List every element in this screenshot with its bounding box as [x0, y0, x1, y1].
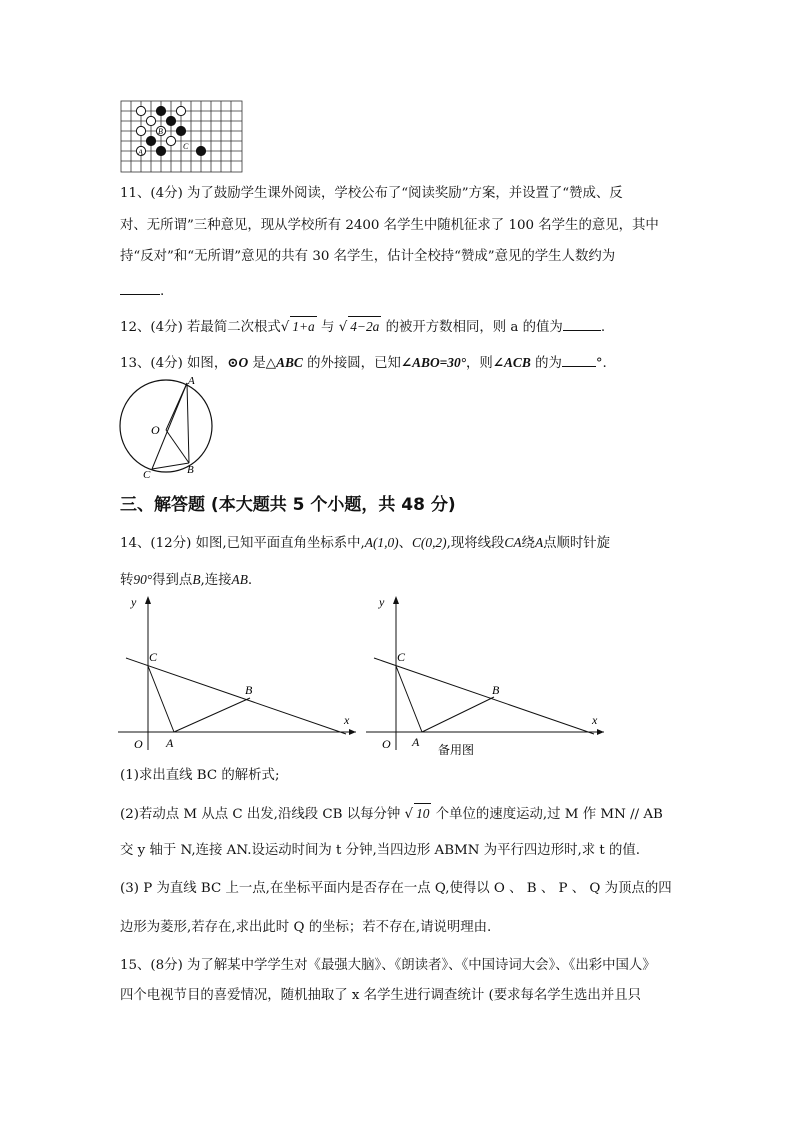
answer-blank	[562, 352, 596, 367]
svg-text:x: x	[592, 713, 598, 727]
svg-text:A: A	[188, 375, 195, 387]
svg-text:y: y	[379, 595, 385, 609]
svg-text:C: C	[143, 469, 151, 480]
q14-part2-line1: (2)若动点 M 从点 C 出发,沿线段 CB 以每分钟 √ 10 个单位的速度运动,过 M 作 MN // AB	[120, 803, 663, 825]
q12-radicand-1: 1+a	[290, 316, 316, 337]
answer-blank	[563, 316, 601, 331]
svg-text:O: O	[382, 737, 391, 751]
svg-text:B: B	[492, 683, 500, 697]
svg-text:C: C	[397, 650, 406, 664]
q14-line1: 14、(12分) 如图,已知平面直角坐标系中,A(1,0)、C(0,2),现将线段CA绕A点顺时针旋	[120, 535, 611, 551]
svg-text:A: A	[166, 736, 174, 750]
svg-text:B: B	[245, 683, 253, 697]
svg-text:O: O	[151, 423, 160, 437]
q14-part3-line2: 边形为菱形,若存在,求出此时 Q 的坐标；若不存在,请说明理由.	[120, 920, 492, 935]
svg-text:C: C	[149, 650, 158, 664]
q14-part3-line1: (3) P 为直线 BC 上一点,在坐标平面内是否存在一点 Q,使得以 O 、 B 、 P 、 Q 为顶点的四	[120, 881, 672, 896]
answer-blank	[120, 280, 160, 295]
q14-part1: (1)求出直线 BC 的解析式;	[120, 768, 280, 783]
go-label-b: B	[158, 127, 163, 136]
q11-line4: .	[120, 280, 164, 302]
go-board-figure	[120, 100, 244, 174]
spare-figure-caption: 备用图	[438, 743, 475, 755]
section-3-title: 三、解答题 (本大题共 5 个小题，共 48 分)	[120, 495, 456, 515]
svg-text:B: B	[187, 464, 194, 476]
q12-radicand-2: 4−2a	[348, 316, 381, 337]
q11-line2: 对、无所谓”三种意见，现从学校所有 2400 名学生中随机征求了 100 名学生的意见，其中	[120, 218, 659, 233]
svg-text:O: O	[134, 737, 143, 751]
q14-part2-line2: 交 y 轴于 N,连接 AN.设运动时间为 t 分钟,当四边形 ABMN 为平行四边形时,求 t 的值.	[120, 843, 641, 858]
q14-spare-figure	[366, 590, 611, 755]
q11-line3: 持“反对”和“无所谓”意见的共有 30 名学生，估计全校持“赞成”意见的学生人数约为	[120, 249, 616, 264]
q15-line2: 四个电视节目的喜爱情况，随机抽取了 x 名学生进行调查统计 (要求每名学生选出并且只	[120, 988, 641, 1003]
go-label-a: A	[138, 148, 143, 157]
svg-text:y: y	[131, 595, 137, 609]
q11-line1: 11、(4分) 为了鼓励学生课外阅读，学校公布了“阅读奖励”方案，并设置了“赞成、反	[120, 186, 623, 201]
go-label-c: C	[183, 142, 189, 151]
q15-line1: 15、(8分) 为了解某中学学生对《最强大脑》、《朗读者》、《中国诗词大会》、《出彩中国人》	[120, 958, 656, 973]
svg-text:A: A	[412, 735, 420, 749]
q12-line: 12、(4分) 若最简二次根式√ 1+a 与 √ 4−2a 的被开方数相同，则 a 的值为 .	[120, 316, 605, 338]
q13-circle-figure	[118, 374, 218, 480]
svg-text:x: x	[344, 713, 350, 727]
q13-line: 13、(4分) 如图，⊙O 是△ABC 的外接圆，已知∠ABO=30°，则∠ACB 的为 °.	[120, 352, 607, 374]
q14-line2: 转90°得到点B,连接AB.	[120, 572, 253, 588]
q14-coordinate-figure	[118, 590, 363, 755]
